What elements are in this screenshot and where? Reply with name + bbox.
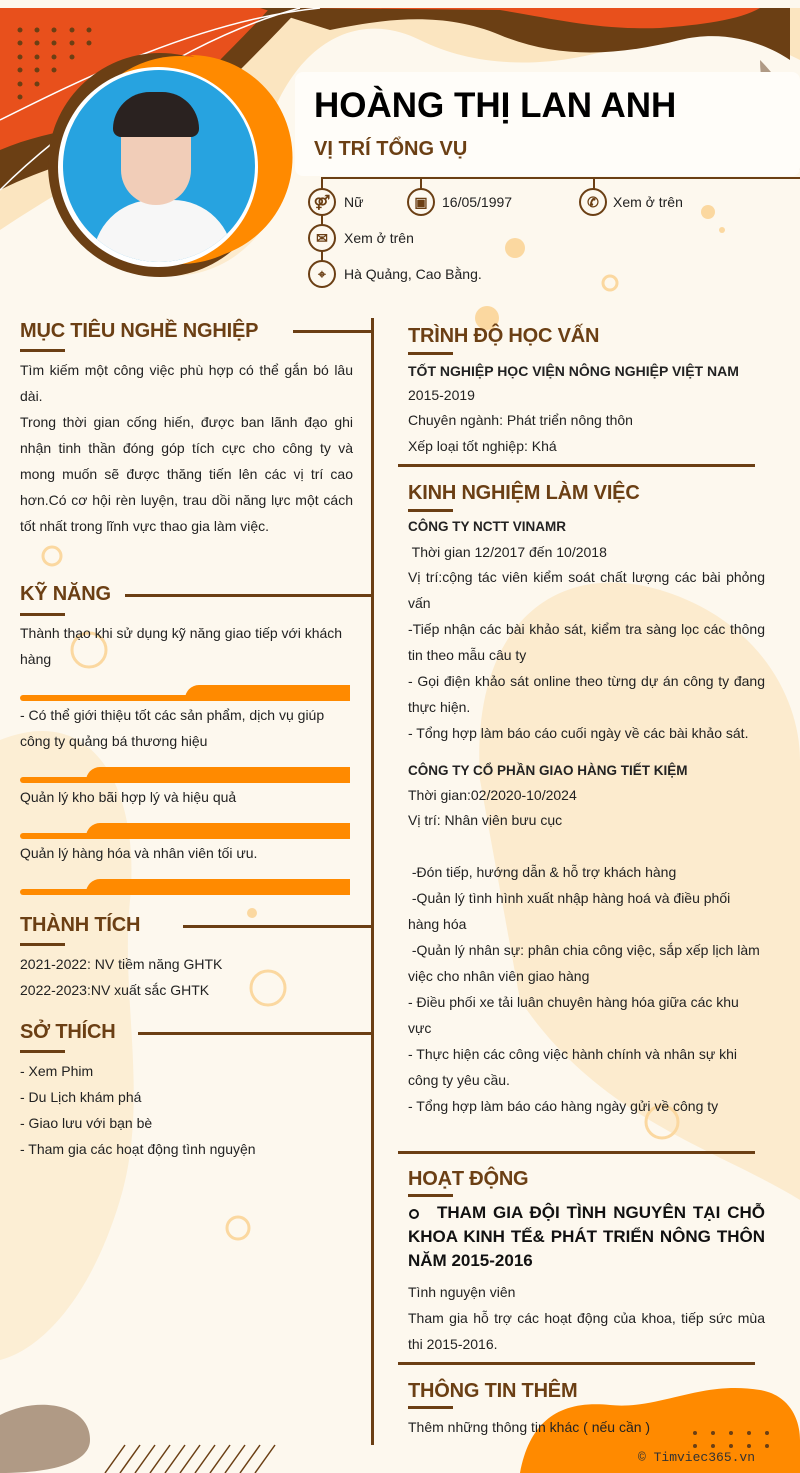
experience-title: KINH NGHIỆM LÀM VIỆC	[408, 482, 640, 504]
job-duty: - Tổng hợp làm báo cáo cuối ngày về các bài khảo sát.	[408, 725, 749, 741]
section-line	[125, 594, 373, 597]
title-underline	[408, 1406, 453, 1409]
hobby-item: - Xem Phim	[20, 1063, 94, 1079]
gender: Nữ	[344, 194, 364, 210]
job-duty: -Quản lý nhân sự: phân chia công việc, sắp xếp lịch làm việc cho nhân viên giao hàng	[408, 942, 764, 984]
activity-desc: Tham gia hỗ trợ các hoạt động của khoa, tiếp sức mùa thi 2015-2016.	[408, 1310, 765, 1352]
job-role: Vị trí: Nhân viên bưu cục	[408, 812, 563, 828]
hobby-item: - Tham gia các hoạt động tình nguyện	[20, 1141, 256, 1157]
job-company: CÔNG TY CỔ PHẦN GIAO HÀNG TIẾT KIỆM	[408, 763, 688, 778]
section-line	[398, 1151, 755, 1154]
hobby-item: - Giao lưu với bạn bè	[20, 1115, 153, 1131]
skill-level-bar	[20, 823, 350, 839]
title-underline	[408, 1194, 453, 1197]
contact-divider	[322, 177, 800, 179]
job-company: CÔNG TY NCTT VINAMR	[408, 519, 566, 534]
calendar-icon: ▣	[407, 188, 435, 216]
avatar-photo	[63, 70, 255, 262]
objective-text: Tìm kiếm một công việc phù hợp có thể gắn bó lâu dài.	[20, 362, 353, 404]
title-underline	[20, 1050, 65, 1053]
phone: Xem ở trên	[613, 194, 683, 210]
title-underline	[20, 613, 65, 616]
gender-icon: ⚤	[308, 188, 336, 216]
section-line	[398, 1362, 755, 1365]
skill-level-bar	[20, 879, 350, 895]
address: Hà Quảng, Cao Bằng.	[344, 266, 482, 282]
location-icon: ⌖	[308, 260, 336, 288]
job-duty: - Thực hiện các công việc hành chính và nhân sự khi công ty yêu cầu.	[408, 1046, 738, 1088]
skill-item: Quản lý kho bãi hợp lý và hiệu quả	[20, 789, 237, 805]
activities-title: HOẠT ĐỘNG	[408, 1168, 529, 1190]
title-underline	[20, 943, 65, 946]
skill-item: - Có thể giới thiệu tốt các sản phẩm, dịch vụ giúp công ty quảng bá thương hiệu	[20, 707, 325, 749]
skill-bar-fill	[86, 767, 350, 783]
birthday: 16/05/1997	[442, 194, 513, 210]
job-time: Thời gian 12/2017 đến 10/2018	[408, 544, 607, 560]
title-underline	[408, 352, 453, 355]
skill-bar-fill	[86, 823, 350, 839]
title-underline	[408, 509, 453, 512]
column-divider	[371, 318, 374, 1445]
education-major: Chuyên ngành: Phát triển nông thôn	[408, 412, 633, 428]
section-line	[293, 330, 373, 333]
activity-heading: THAM GIA ĐỘI TÌNH NGUYÊN TẠI CHỖ KHOA KINH TẾ& PHÁT TRIỂN NÔNG THÔN NĂM 2015-2016	[408, 1203, 765, 1270]
more-info-title: THÔNG TIN THÊM	[408, 1380, 578, 1402]
section-line	[183, 925, 373, 928]
skills-title: KỸ NĂNG	[20, 583, 111, 605]
job-duty: - Điều phối xe tải luân chuyên hàng hóa giữa các khu vực	[408, 994, 739, 1036]
skill-item: Thành thạo khi sử dụng kỹ năng giao tiếp với khách hàng	[20, 625, 343, 667]
job-time: Thời gian:02/2020-10/2024	[408, 787, 577, 803]
education-years: 2015-2019	[408, 387, 475, 403]
achievement-item: 2022-2023:NV xuất sắc GHTK	[20, 982, 210, 998]
objective-text-2: Trong thời gian cống hiến, được ban lãnh đạo ghi nhận tinh thần đóng góp tích cực cho công ty và mong muốn sẽ được thăng tiến lên các vị trí cao hơn.Có cơ hội rèn luyện, trau dồi năng lực một cách tốt nhất trong lĩnh vực thao gia làm việc.	[20, 414, 353, 534]
job-duty: - Tổng hợp làm báo cáo hàng ngày gửi về công ty	[408, 1098, 719, 1114]
job-duty: -Đón tiếp, hướng dẫn & hỗ trợ khách hàng	[408, 864, 677, 880]
objective-title: MỤC TIÊU NGHỀ NGHIỆP	[20, 320, 259, 342]
skill-item: Quản lý hàng hóa và nhân viên tối ưu.	[20, 845, 258, 861]
email-icon: ✉	[308, 224, 336, 252]
skill-level-bar	[20, 767, 350, 783]
education-grade: Xếp loại tốt nghiệp: Khá	[408, 438, 557, 454]
section-line	[138, 1032, 373, 1035]
hobbies-title: SỞ THÍCH	[20, 1021, 116, 1043]
skill-bar-fill	[86, 879, 350, 895]
section-line	[398, 464, 755, 467]
full-name: HOÀNG THỊ LAN ANH	[314, 86, 677, 125]
job-duty: -Tiếp nhận các bài khảo sát, kiểm tra sàng lọc các thông tin theo mẫu câu ty	[408, 621, 765, 663]
watermark: © Timviec365.vn	[638, 1450, 756, 1465]
job-role: Vị trí:cộng tác viên kiểm soát chất lượng các bài phỏng vấn	[408, 569, 765, 611]
job-position: VỊ TRÍ TỔNG VỤ	[314, 138, 468, 160]
job-duty: -Quản lý tình hình xuất nhập hàng hoá và điều phối hàng hóa	[408, 890, 735, 932]
activity-role: Tình nguyện viên	[408, 1284, 516, 1300]
achievements-title: THÀNH TÍCH	[20, 914, 141, 936]
achievement-item: 2021-2022: NV tiềm năng GHTK	[20, 956, 223, 972]
education-title: TRÌNH ĐỘ HỌC VẤN	[408, 325, 600, 347]
skill-bar-fill	[185, 685, 350, 701]
email: Xem ở trên	[344, 230, 414, 246]
hobby-item: - Du Lịch khám phá	[20, 1089, 142, 1105]
skill-level-bar	[20, 685, 350, 701]
education-school: TỐT NGHIỆP HỌC VIỆN NÔNG NGHIỆP VIỆT NAM	[408, 363, 739, 379]
phone-icon: ✆	[579, 188, 607, 216]
job-duty: - Gọi điện khảo sát online theo từng dự án công ty đang thực hiện.	[408, 673, 765, 715]
more-info-text: Thêm những thông tin khác ( nếu cần )	[408, 1419, 651, 1435]
title-underline	[20, 349, 65, 352]
